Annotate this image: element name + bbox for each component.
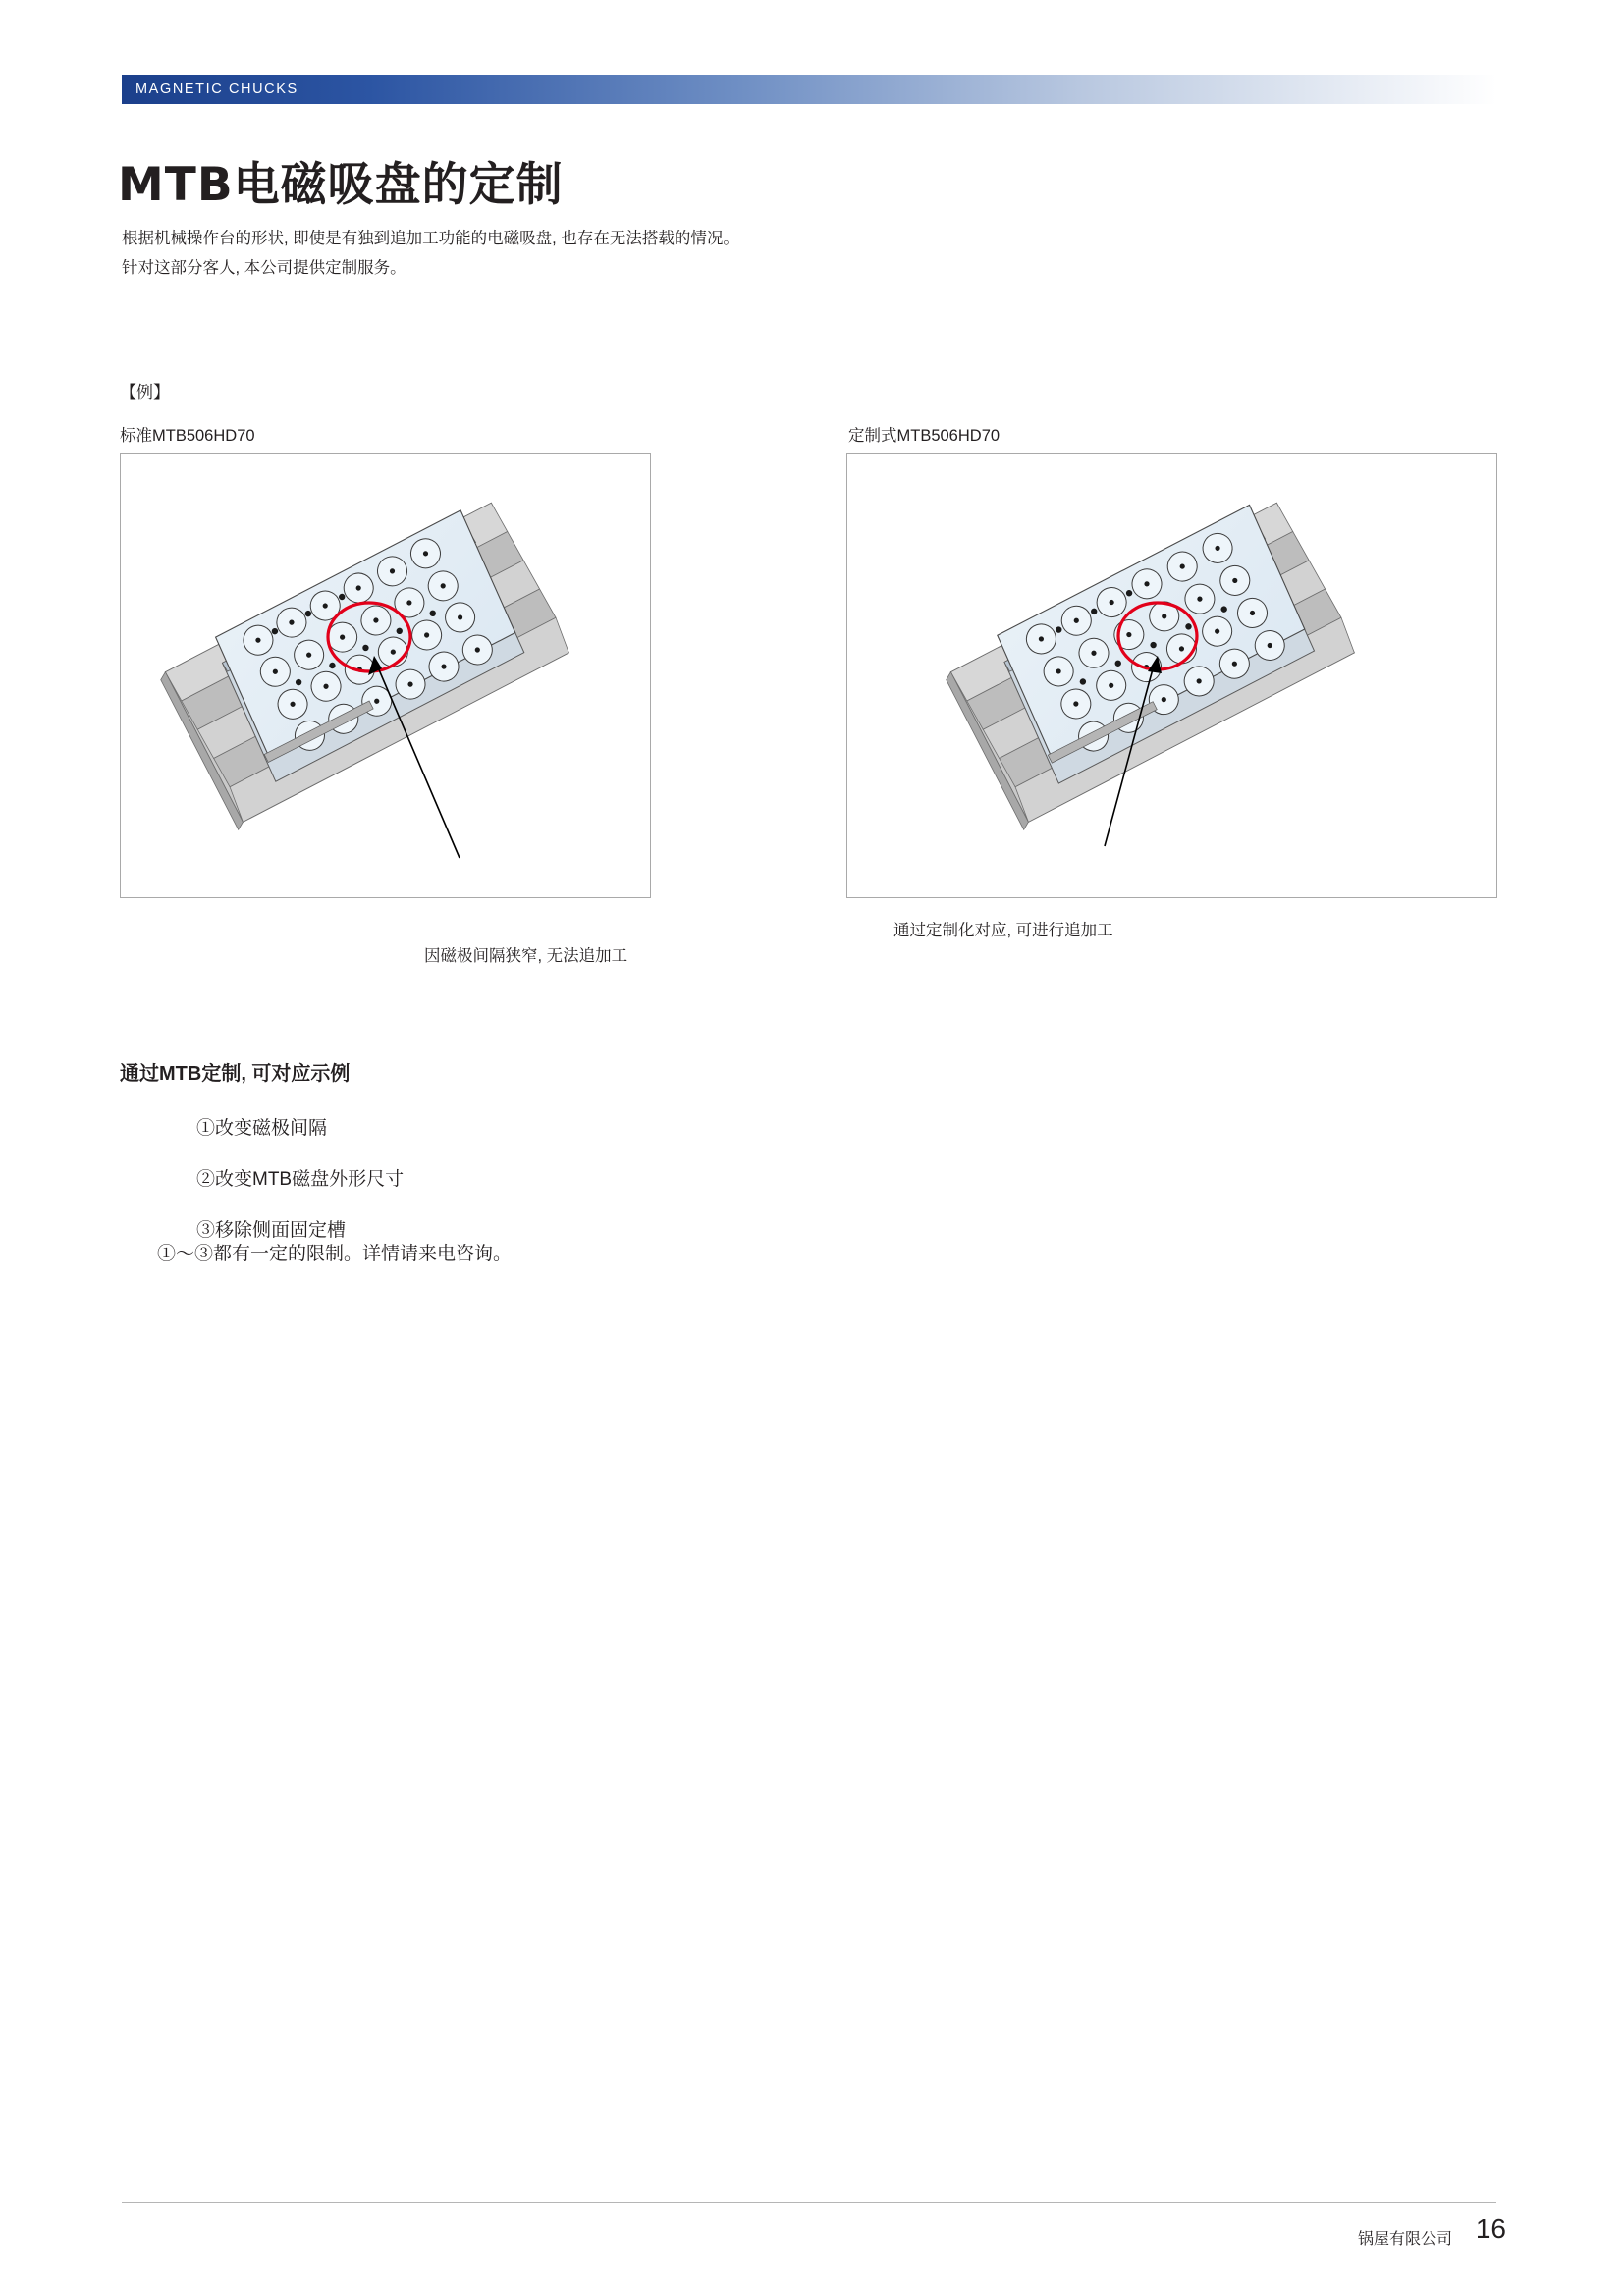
footer-divider (122, 2202, 1496, 2203)
limitation-note: ①～③都有一定的限制。详情请来电咨询。 (157, 1244, 513, 1264)
list-item: ②改变MTB磁盘外形尺寸 (196, 1169, 405, 1190)
section-header-band (122, 75, 1496, 104)
example-label: 【例】 (120, 383, 170, 401)
section-heading: 通过MTB定制, 可对应示例 (120, 1062, 351, 1085)
callout-standard: 因磁极间隔狭窄, 无法追加工 (424, 947, 628, 965)
figure-custom-chuck (846, 453, 1497, 898)
standard-chuck-drawing (121, 454, 650, 897)
intro-paragraph (122, 224, 1202, 283)
figure-caption-standard: 标准MTB506HD70 (120, 427, 255, 445)
callout-custom: 通过定制化对应, 可进行追加工 (893, 922, 1113, 939)
intro-line-1: 根据机械操作台的形状, 即使是有独到追加工功能的电磁吸盘, 也存在无法搭载的情况。 (122, 230, 739, 247)
intro-line-2: 针对这部分客人, 本公司提供定制服务。 (122, 259, 406, 277)
figure-caption-custom: 定制式MTB506HD70 (848, 427, 1001, 445)
header-band-label: MAGNETIC CHUCKS (135, 81, 298, 97)
list-item: ①改变磁极间隔 (196, 1118, 328, 1139)
list-item: ③移除侧面固定槽 (196, 1220, 347, 1241)
footer-company: 锅屋有限公司 (1357, 2231, 1452, 2248)
page-number: 16 (1475, 2214, 1506, 2244)
page-title: MTB电磁吸盘的定制 (118, 158, 564, 213)
custom-chuck-drawing (847, 454, 1496, 897)
customization-list (157, 1103, 1080, 1256)
figure-standard-chuck (120, 453, 651, 898)
